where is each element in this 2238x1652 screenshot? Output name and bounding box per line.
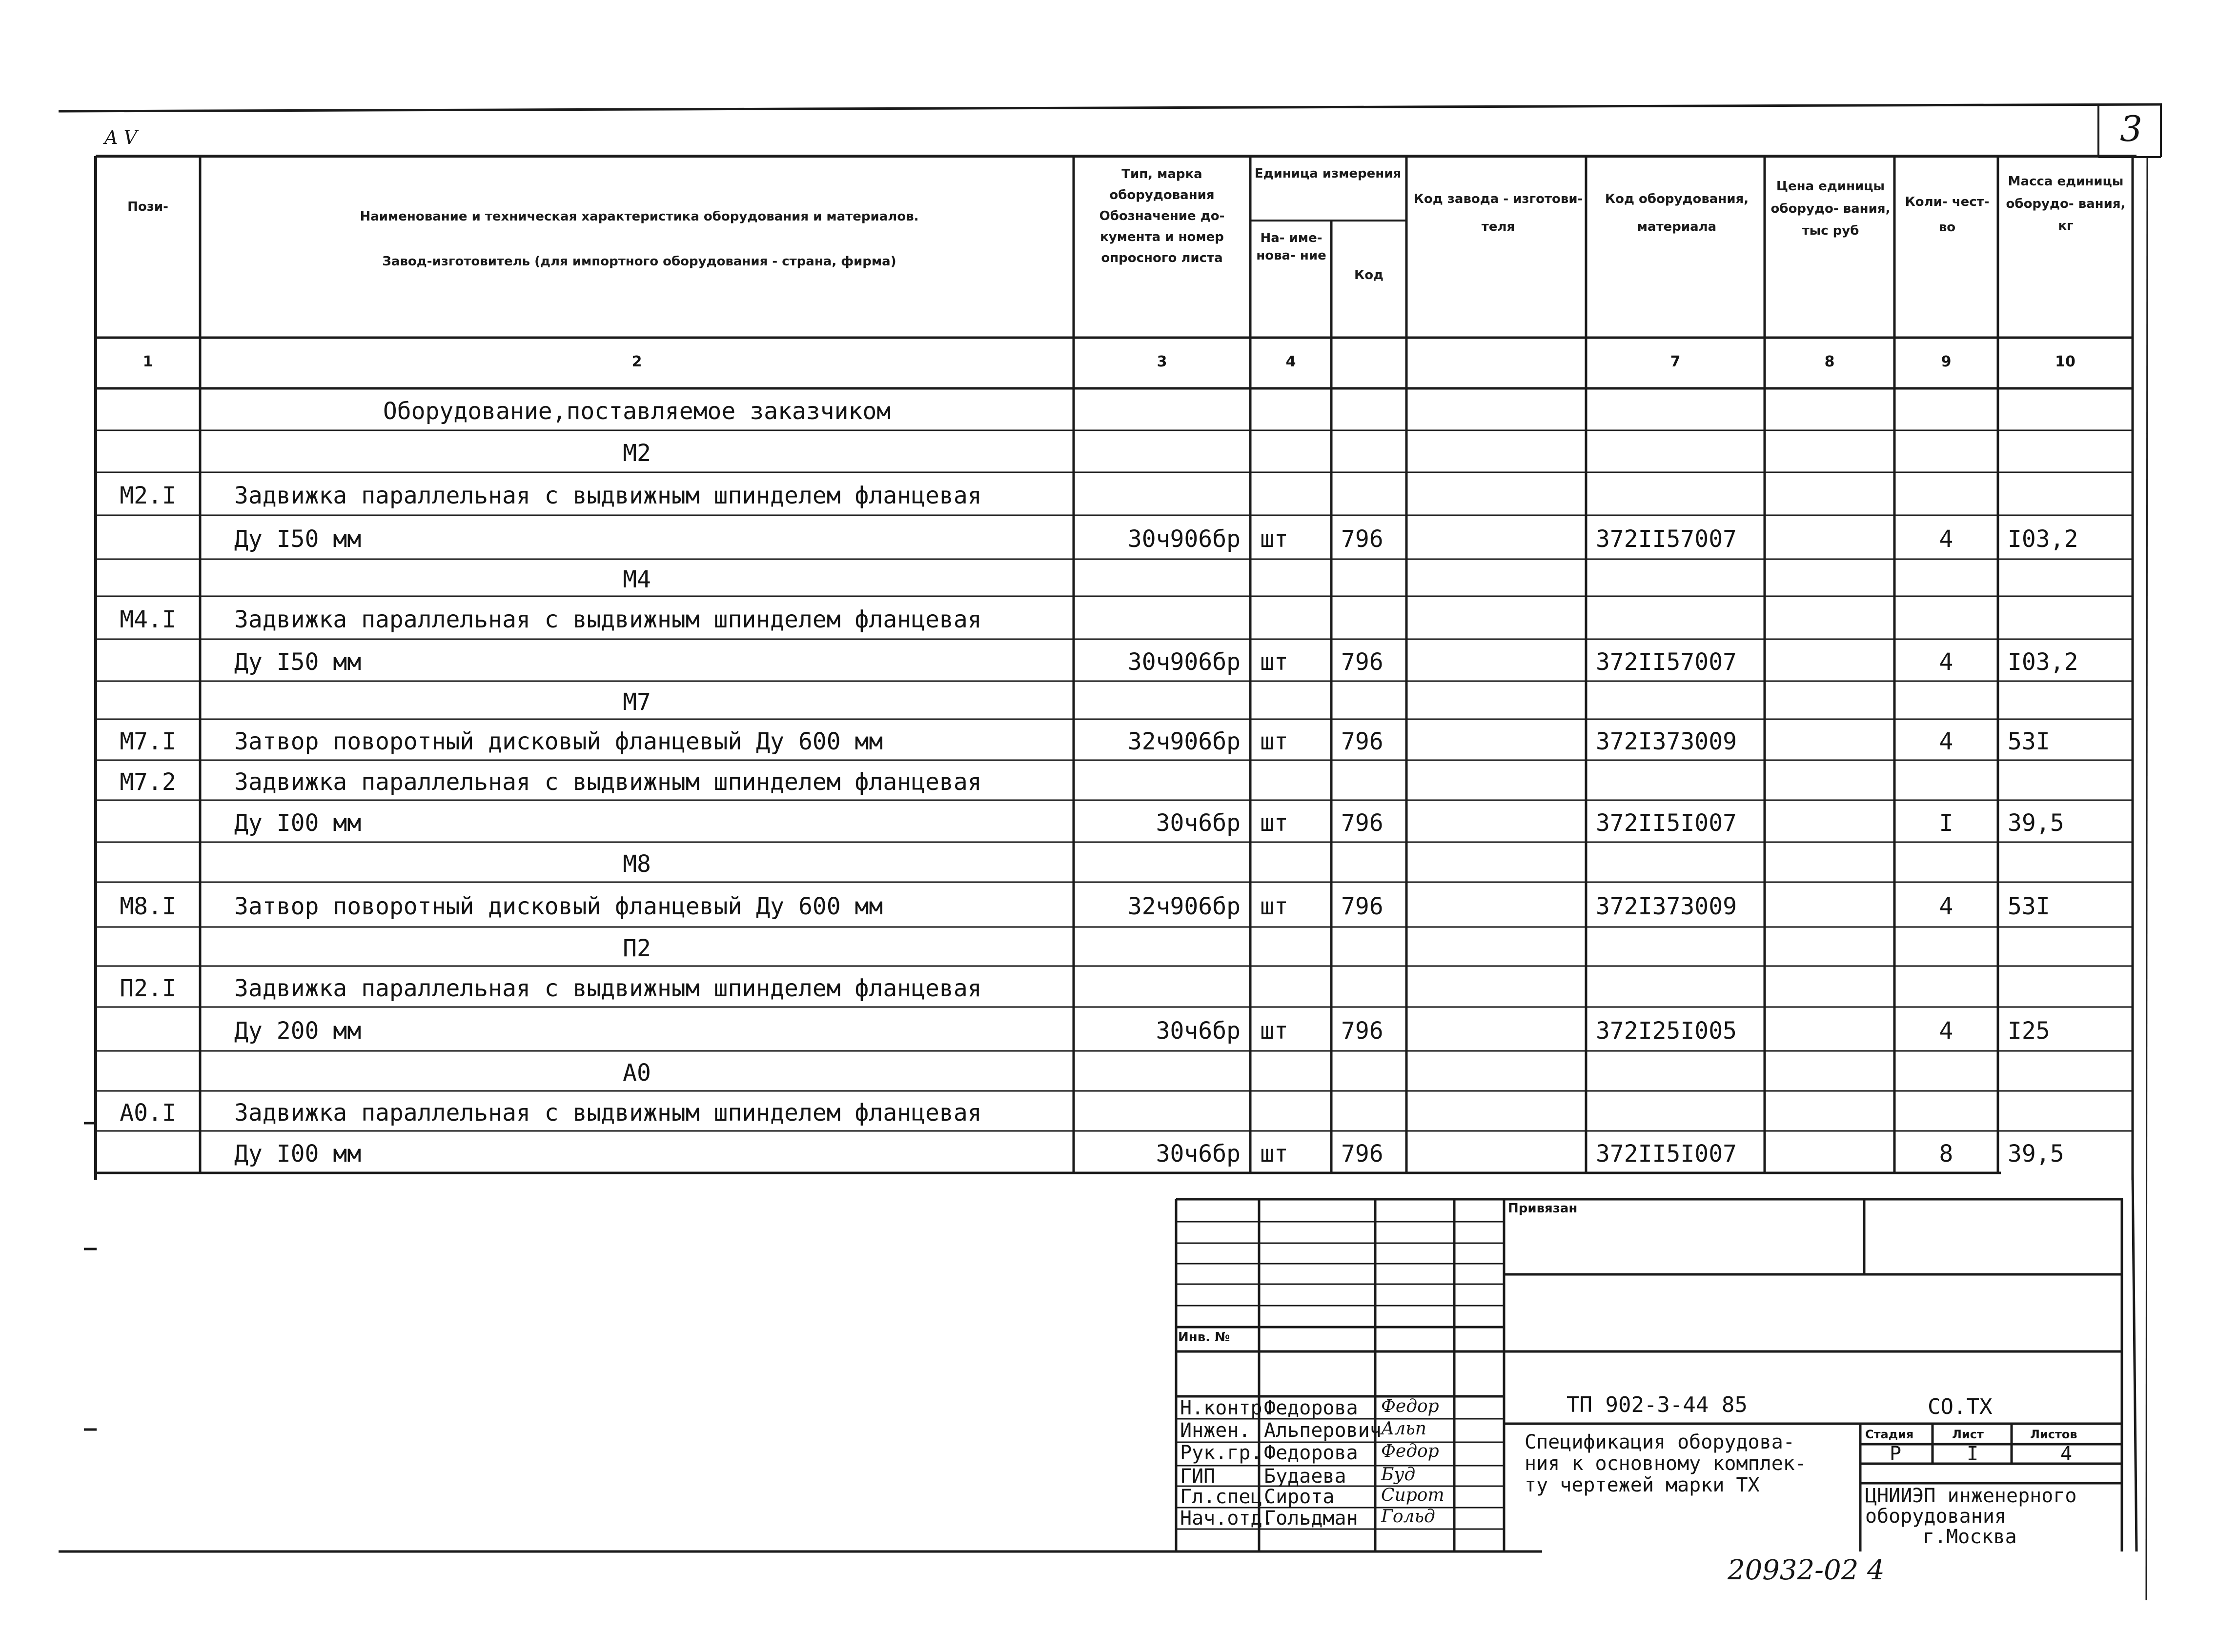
stamp-sheets-label: Листов bbox=[2030, 1428, 2077, 1441]
cell-type: 30ч6бр bbox=[1156, 1017, 1241, 1045]
header-name-line2: Завод-изготовитель (для импортного оборудования - страна, фирма) bbox=[382, 254, 896, 269]
header-position: Пози- bbox=[127, 200, 168, 214]
cell-mass: 53I bbox=[2008, 893, 2050, 920]
signer-role: Гл.спец. bbox=[1180, 1486, 1274, 1508]
cell-equipment-code: 372I373009 bbox=[1596, 893, 1737, 920]
cell-mass: I03,2 bbox=[2008, 525, 2078, 553]
cell-name: Оборудование,поставляемое заказчиком bbox=[383, 398, 891, 425]
header-quantity: Коли- чест- во bbox=[1905, 195, 1990, 235]
signer-name: Сирота bbox=[1264, 1486, 1335, 1508]
cell-type: 32ч906бр bbox=[1127, 728, 1241, 755]
stamp-doc-code: ТП 902-3-44 85 bbox=[1567, 1392, 1748, 1417]
signature: Федор bbox=[1381, 1441, 1439, 1461]
footer-archive-number: 20932-02 4 bbox=[1728, 1554, 1885, 1586]
stamp-sheet-label: Лист bbox=[1952, 1428, 1984, 1441]
cell-unit-code: 796 bbox=[1341, 648, 1383, 676]
cell-quantity: 4 bbox=[1939, 1017, 1953, 1045]
cell-unit-code: 796 bbox=[1341, 809, 1383, 837]
cell-unit-code: 796 bbox=[1341, 1140, 1383, 1168]
cell-name: Затвор поворотный дисковый фланцевый Ду 600 мм bbox=[234, 893, 883, 920]
stamp-sheets-value: 4 bbox=[2060, 1443, 2073, 1465]
cell-quantity: 4 bbox=[1939, 893, 1953, 920]
page-number: 3 bbox=[2120, 108, 2142, 149]
cell-mass: 39,5 bbox=[2008, 809, 2064, 837]
cell-type: 32ч906бр bbox=[1127, 893, 1241, 920]
cell-name: П2 bbox=[623, 935, 651, 962]
signature: Гольд bbox=[1381, 1507, 1435, 1527]
cell-name: Задвижка параллельная с выдвижным шпинделем фланцевая bbox=[234, 768, 982, 796]
cell-equipment-code: 372II5I007 bbox=[1596, 1140, 1737, 1168]
cell-unit: шт bbox=[1260, 809, 1288, 837]
column-number: 8 bbox=[1824, 353, 1835, 370]
cell-name: Задвижка параллельная с выдвижным шпинделем фланцевая bbox=[234, 1099, 982, 1127]
cell-name: А0 bbox=[623, 1059, 651, 1087]
signer-name: Федорова bbox=[1264, 1397, 1358, 1419]
cell-unit-code: 796 bbox=[1341, 893, 1383, 920]
cell-unit-code: 796 bbox=[1341, 1017, 1383, 1045]
column-number: 3 bbox=[1157, 353, 1167, 370]
column-number: 1 bbox=[142, 353, 153, 370]
stamp-title-2: ния к основному комплек- bbox=[1525, 1452, 1807, 1475]
header-equipment-code: Код оборудования, материала bbox=[1605, 192, 1749, 235]
cell-unit: шт bbox=[1260, 525, 1288, 553]
cell-unit: шт bbox=[1260, 648, 1288, 676]
header-unit-name: На- име- нова- ние bbox=[1256, 231, 1326, 263]
cell-unit: шт bbox=[1260, 1140, 1288, 1168]
signer-role: Рук.гр. bbox=[1180, 1442, 1262, 1464]
cell-unit: шт bbox=[1260, 728, 1288, 755]
cell-unit: шт bbox=[1260, 1017, 1288, 1045]
signer-role: Нач.отд. bbox=[1180, 1507, 1274, 1530]
cell-position: М7.2 bbox=[120, 768, 176, 796]
column-number: 9 bbox=[1941, 353, 1952, 370]
stamp-stage-label: Стадия bbox=[1865, 1428, 1914, 1441]
stamp-org-2: оборудования bbox=[1865, 1505, 2006, 1528]
stamp-title-1: Спецификация оборудова- bbox=[1525, 1431, 1795, 1453]
cell-name: М4 bbox=[623, 566, 651, 593]
stamp-inv-label: Инв. № bbox=[1178, 1330, 1230, 1345]
cell-name: Задвижка параллельная с выдвижным шпинделем фланцевая bbox=[234, 606, 982, 633]
cell-mass: 39,5 bbox=[2008, 1140, 2064, 1168]
cell-position: П2.I bbox=[120, 975, 176, 1002]
corner-mark: A V bbox=[104, 127, 137, 148]
header-plant-code: Код завода - изготови- теля bbox=[1413, 192, 1583, 235]
cell-equipment-code: 372II57007 bbox=[1596, 648, 1737, 676]
header-unit-code: Код bbox=[1354, 268, 1384, 282]
header-name-line1: Наименование и техническая характеристика оборудования и материалов. bbox=[360, 209, 919, 224]
signer-role: Инжен. bbox=[1180, 1419, 1251, 1442]
cell-position: М4.I bbox=[120, 606, 176, 633]
cell-name: Ду I50 мм bbox=[234, 525, 362, 553]
signer-name: Альперович bbox=[1264, 1419, 1382, 1442]
cell-name: М2 bbox=[623, 440, 651, 467]
cell-name: М7 bbox=[623, 688, 651, 716]
stamp-privyazan-label: Привязан bbox=[1508, 1201, 1578, 1216]
column-number: 7 bbox=[1670, 353, 1681, 370]
cell-quantity: 4 bbox=[1939, 728, 1953, 755]
signer-name: Будаева bbox=[1264, 1465, 1346, 1488]
cell-equipment-code: 372II57007 bbox=[1596, 525, 1737, 553]
header-unit-group: Единица измерения bbox=[1254, 166, 1402, 181]
cell-type: 30ч906бр bbox=[1127, 525, 1241, 553]
cell-type: 30ч906бр bbox=[1127, 648, 1241, 676]
cell-position: М2.I bbox=[120, 482, 176, 509]
signature: Альп bbox=[1381, 1419, 1426, 1439]
column-number: 2 bbox=[631, 353, 642, 370]
column-number: 10 bbox=[2055, 353, 2075, 370]
cell-name: Задвижка параллельная с выдвижным шпинделем фланцевая bbox=[234, 975, 982, 1002]
stamp-stage-value: Р bbox=[1890, 1443, 1902, 1465]
stamp-org-3: г.Москва bbox=[1923, 1526, 2017, 1548]
cell-name: Ду I50 мм bbox=[234, 648, 362, 676]
cell-position: А0.I bbox=[120, 1099, 176, 1127]
stamp-org-1: ЦНИИЭП инженерного bbox=[1865, 1485, 2077, 1507]
signer-name: Федорова bbox=[1264, 1442, 1358, 1464]
header-type: Тип, марка оборудования Обозначение до- кумента и номер опросного листа bbox=[1099, 167, 1225, 265]
cell-unit-code: 796 bbox=[1341, 525, 1383, 553]
cell-unit-code: 796 bbox=[1341, 728, 1383, 755]
cell-name: Затвор поворотный дисковый фланцевый Ду 600 мм bbox=[234, 728, 883, 755]
cell-unit: шт bbox=[1260, 893, 1288, 920]
cell-position: М7.I bbox=[120, 728, 176, 755]
cell-type: 30ч6бр bbox=[1156, 809, 1241, 837]
signer-name: Гольдман bbox=[1264, 1507, 1358, 1530]
stamp-sheet-value: I bbox=[1967, 1443, 1979, 1465]
cell-type: 30ч6бр bbox=[1156, 1140, 1241, 1168]
cell-mass: I25 bbox=[2008, 1017, 2050, 1045]
cell-quantity: I bbox=[1939, 809, 1953, 837]
stamp-doc-mark: СО.ТХ bbox=[1928, 1394, 1993, 1419]
cell-name: Ду I00 мм bbox=[234, 809, 362, 837]
cell-name: Ду I00 мм bbox=[234, 1140, 362, 1168]
signer-role: Н.контр. bbox=[1180, 1397, 1274, 1419]
cell-name: Ду 200 мм bbox=[234, 1017, 362, 1045]
cell-quantity: 4 bbox=[1939, 525, 1953, 553]
cell-mass: 53I bbox=[2008, 728, 2050, 755]
header-price: Цена единицы оборудо- вания, тыс руб bbox=[1770, 179, 1891, 238]
cell-quantity: 4 bbox=[1939, 648, 1953, 676]
cell-equipment-code: 372II5I007 bbox=[1596, 809, 1737, 837]
signature: Буд bbox=[1381, 1465, 1416, 1485]
header-mass: Масса единицы оборудо- вания, кг bbox=[2006, 174, 2126, 233]
stamp-title-3: ту чертежей марки ТХ bbox=[1525, 1474, 1760, 1496]
cell-equipment-code: 372I373009 bbox=[1596, 728, 1737, 755]
cell-equipment-code: 372I25I005 bbox=[1596, 1017, 1737, 1045]
cell-mass: I03,2 bbox=[2008, 648, 2078, 676]
cell-quantity: 8 bbox=[1939, 1140, 1953, 1168]
cell-name: М8 bbox=[623, 850, 651, 878]
column-number: 4 bbox=[1285, 353, 1296, 370]
cell-name: Задвижка параллельная с выдвижным шпинделем фланцевая bbox=[234, 482, 982, 509]
cell-position: М8.I bbox=[120, 893, 176, 920]
signer-role: ГИП bbox=[1180, 1465, 1216, 1488]
signature: Федор bbox=[1381, 1396, 1439, 1416]
signature: Сирот bbox=[1381, 1485, 1445, 1505]
